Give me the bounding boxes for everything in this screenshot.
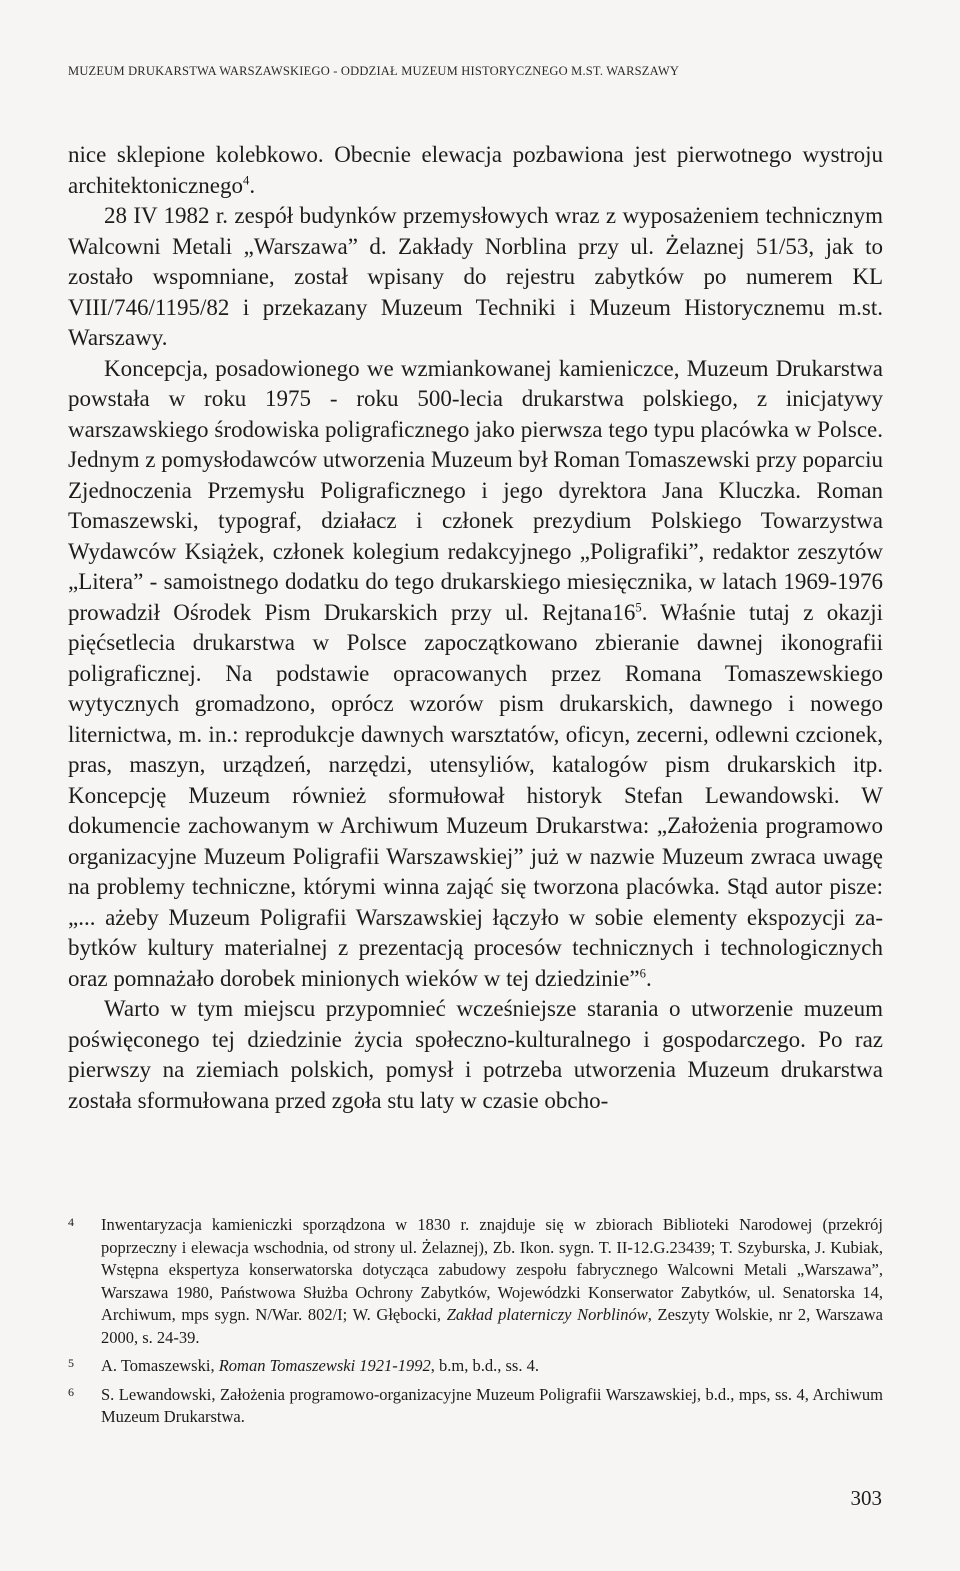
footnote-ref-4: 4 xyxy=(242,172,250,187)
footnote-6 xyxy=(68,1384,883,1429)
paragraph-1 xyxy=(68,140,883,201)
paragraph-3 xyxy=(68,354,883,995)
paragraph-2: 28 IV 1982 r. zespół budynków przemysłowych wraz z wyposażeniem technicznym Walcowni Metali „Warszawa” d. Zakłady Norblina przy ul. Żelaznej 51/53, jak to zostało wspomniane, został wpisany do rejestru zabytków po numerem KL VIII/746/1195/82 i przekazany Muzeum Techniki i Muzeum Historycznemu m.st. Warszawy. xyxy=(68,203,883,350)
footnote-4 xyxy=(68,1214,883,1349)
footnote-title-italic: Zakład platerniczy Norblinów xyxy=(446,1305,648,1324)
footnote-text: Inwentaryzacja kamieniczki sporządzona w 1830 r. znajduje się w zbiorach Biblioteki Narodowej (przekrój poprzeczny i elewacja wschodnia, od strony ul. Żelaznej), Zb. Ikon. sygn. T. II-12.G.23439; T. Szyburska, J. Kubiak, Wstępna ekspertyza konserwatorska dotycząca zabudowy zespołu fabrycznego Walcowni Metali „Warszawa”, Warszawa 1980, Państwowa Służba Ochrony Zabytków, Wojewódzki Konserwator Zabytków, ul. Senatorska 14, Archiwum, mps sygn. N/War. 802/I; W. Głębocki, xyxy=(101,1215,883,1324)
body-text xyxy=(68,140,883,1116)
paragraph-3-end: . xyxy=(645,965,652,991)
footnote-ref-5: 5 xyxy=(635,599,642,614)
page-number: 303 xyxy=(850,1486,882,1510)
paragraph-1-text: nice sklepione kolebkowo. Obecnie elewacja pozbawiona jest pierwotnego wystroju architektonicznego xyxy=(68,142,883,198)
paragraph-3-text-b: . Właśnie tutaj z okazji pięćsetlecia drukarstwa w Polsce zapoczątkowano zbieranie dawnej ikonografii poligraficznej. Na podstawie opracowanych przez Romana Tomaszewskiego wytycznych gromadzono, oprócz wzorów pism drukarskich, dawnego i nowego liternictwa, m. in.: reprodukcje dawnych warsztatów, oficyn, zecerni, odlewni czcionek, pras, maszyn, urządzeń, narzędzi, utensyliów, katalogów pism drukarskich itp. Koncepcję Muzeum również sformułował historyk Stefan Lewandowski. W dokumencie zachowanym w Archiwum Muzeum Drukarstwa: „Założenia programowo organizacyjne Muzeum Poligrafii Warszawskiej” już w nazwie Muzeum zwraca uwagę na problemy techniczne, którymi winna zająć się tworzona placówka. Stąd autor pisze: „... ażeby Muzeum Poligrafii Warszawskiej łączyło w sobie elementy ekspozycji zabytków kultury materialnej z prezentacją procesów technicznych i technologicznych oraz pomnażało dorobek minionych wieków w tej dziedzinie” xyxy=(68,599,883,991)
footnotes xyxy=(68,1214,883,1435)
footnote-number: 4 xyxy=(68,1215,74,1229)
footnote-number: 5 xyxy=(68,1356,74,1370)
footnote-5 xyxy=(68,1355,883,1378)
footnote-ref-6: 6 xyxy=(639,965,646,980)
paragraph-3-text-a: Koncepcja, posadowionego we wzmiankowanej kamieniczce, Muzeum Drukarstwa powstała w roku 1975 - roku 500-lecia drukarstwa polskiego, z inicjatywy warszawskiego środowiska poligraficznego jako pierwsza tego typu placówka w Polsce. Jednym z pomysłodawców utworzenia Muzeum był Roman Tomaszewski przy poparciu Zjednoczenia Przemysłu Poligraficznego i jego dyrektora Jana Kluczka. Roman Tomaszewski, typograf, działacz i członek prezydium Polskiego Towarzystwa Wydawców Książek, członek kolegium redakcyjnego „Poligrafiki”, redaktor zeszytów „Litera” - samoistnego dodatku do tego drukarskiego miesięcznika, w latach 1969-1976 prowadził Ośrodek Pism Drukarskich przy ul. Rejtana16 xyxy=(68,355,883,625)
footnote-text-end: , Zeszyty Wolskie, nr 2, Warszawa 2000, s. 24-39. xyxy=(101,1305,883,1347)
footnote-title-italic: Roman Tomaszewski 1921-1992 xyxy=(218,1356,431,1375)
paragraph-1-end: . xyxy=(249,172,256,198)
footnote-text: A. Tomaszewski, xyxy=(101,1356,219,1375)
footnote-text-end: , b.m, b.d., ss. 4. xyxy=(430,1356,539,1375)
paragraph-4: Warto w tym miejscu przypomnieć wcześniejsze starania o utworzenie muzeum poświęconego tej dziedzinie życia społeczno-kulturalnego i gospodarczego. Po raz pierwszy na ziemiach polskich, pomysł i potrzeba utworzenia Muzeum drukarstwa została sformułowana przed zgoła stu laty w czasie obcho- xyxy=(68,996,883,1113)
running-head: MUZEUM DRUKARSTWA WARSZAWSKIEGO - ODDZIAŁ MUZEUM HISTORYCZNEGO M.ST. WARSZAWY xyxy=(68,64,680,78)
footnote-number: 6 xyxy=(68,1384,74,1399)
footnote-text: S. Lewandowski, Założenia programowo-organizacyjne Muzeum Poligrafii Warszawskiej, b.d., mps, ss. 4, Archiwum Muzeum Drukarstwa. xyxy=(101,1384,883,1426)
